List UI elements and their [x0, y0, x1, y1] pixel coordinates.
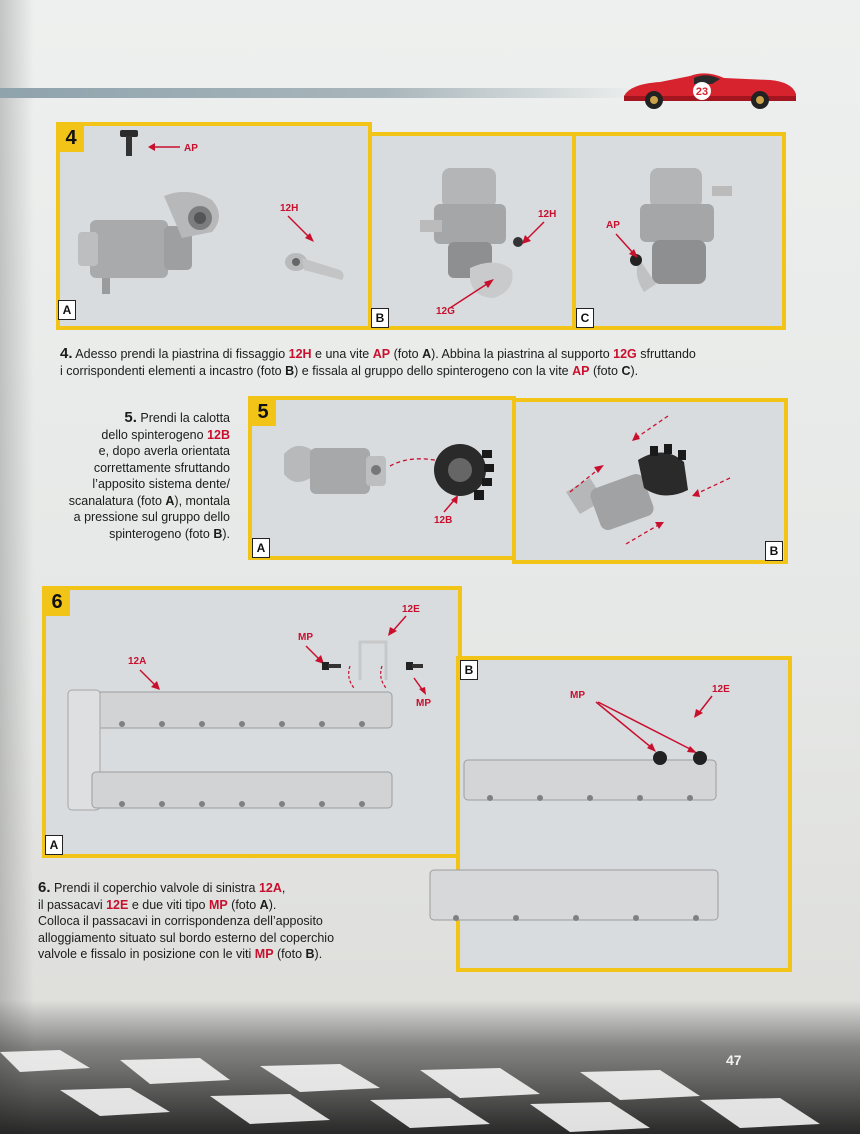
arrow-12h-a	[286, 214, 316, 244]
arrow-12e-a	[386, 614, 408, 638]
label-12h-a: 12H	[280, 203, 299, 214]
step5-label-a: A	[252, 538, 270, 558]
distributor-a-image	[276, 434, 396, 514]
header-stripe	[0, 88, 640, 98]
bracket-12h-image	[284, 244, 350, 284]
distributor-body-image	[72, 186, 232, 296]
screw-ap-image	[118, 128, 140, 158]
screw-mp-2-image	[406, 660, 424, 672]
step4-label-c: C	[576, 308, 594, 328]
arrow-12b	[440, 494, 460, 514]
step4-instructions: 4. Adesso prendi la piastrina di fissaggio 12H e una vite AP (foto A). Abbina la piastrina al supporto 12G sfruttando i corrispondenti elementi a incastro (foto B) e fissala al gruppo dello spinterogeno con la vite AP (foto C).	[60, 345, 696, 378]
step5-instructions: 5. Prendi la calotta dello spinterogeno 12B e, dopo averla orientata correttamente sfruttando l’apposito sistema dente/ scanalatura (foto A), montala a pressione sul gruppo dello spinterogeno (foto B).	[68, 409, 230, 541]
step5-number: 5	[250, 398, 276, 426]
valve-cover-b-lower-image	[426, 864, 726, 934]
step6-label-a: A	[45, 835, 63, 855]
arrow-12e-b	[692, 694, 714, 720]
race-car-icon	[620, 66, 800, 112]
page-binding-shadow	[0, 0, 34, 1134]
step6-number: 6	[44, 588, 70, 616]
distributor-cap-12b-image	[428, 436, 498, 506]
distributor-assembly-c-image	[626, 164, 736, 304]
screw-mp-1-image	[322, 660, 342, 672]
label-12h-b: 12H	[538, 209, 557, 220]
label-12e-a: 12E	[402, 604, 420, 615]
page-number: 47	[726, 1052, 742, 1068]
arrow-ap-a	[148, 142, 182, 152]
arrow-12h-b	[520, 220, 546, 246]
label-12b: 12B	[434, 515, 453, 526]
label-12a: 12A	[128, 656, 147, 667]
label-mp-2: MP	[416, 698, 431, 709]
label-mp-b: MP	[570, 690, 585, 701]
step5-label-b: B	[765, 541, 783, 561]
label-ap-a: AP	[184, 143, 198, 154]
step4-number: 4	[58, 124, 84, 152]
label-mp-1: MP	[298, 632, 313, 643]
step4-label-b: B	[371, 308, 389, 328]
arrow-mp-2	[412, 676, 428, 696]
valve-cover-b-image	[460, 744, 720, 824]
car-number: 23	[695, 86, 709, 98]
arrow-12g-b	[448, 276, 496, 310]
dashed-arrows-12e	[344, 664, 394, 694]
step6-instructions: 6. Prendi il coperchio valvole di sinistra 12A, il passacavi 12E e due viti tipo MP (foto A). Colloca il passacavi in corrispondenza dell’apposito alloggiamento situato sul bordo esterno del coperchio valvole e fissalo in posizione con le viti MP (foto B).	[38, 879, 335, 961]
valve-cover-12a-image	[62, 686, 402, 816]
step6-label-b: B	[460, 660, 478, 680]
label-12e-b: 12E	[712, 684, 730, 695]
dashed-arrows-b	[560, 412, 740, 552]
label-12g-b: 12G	[436, 306, 455, 317]
step4-label-a: A	[58, 300, 76, 320]
label-ap-c: AP	[606, 220, 620, 231]
arrow-ap-c	[614, 232, 640, 260]
